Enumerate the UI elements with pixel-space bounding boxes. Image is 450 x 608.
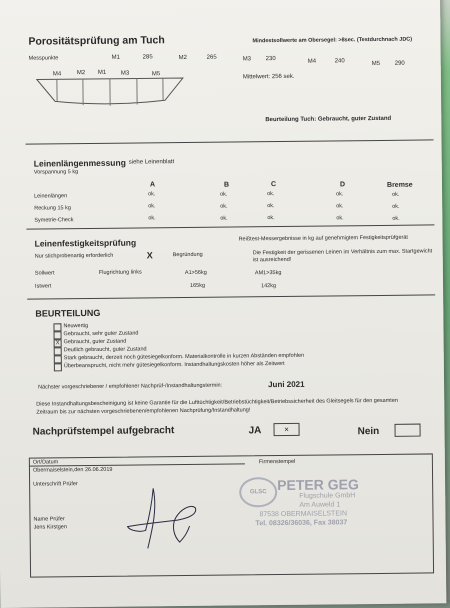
sollwert-label: Sollwert [35,270,55,276]
company-stamp [239,472,425,536]
diagram-label-m5: M5 [152,71,160,77]
divider [27,294,435,299]
table-cell: ok. [148,203,155,209]
begruendung-label: Begründung [173,252,203,258]
table-cell: ok. [148,215,155,221]
table-cell: ok. [336,191,343,197]
stamp-line4: Tel. 08326/36036, Fax 38037 [256,519,348,527]
col-a: A [150,181,155,188]
point-m2-value: 265 [207,55,217,61]
line-length-title: Leinenlängenmessung [34,158,126,169]
point-m3-value: 230 [266,56,276,62]
option-label: Deutlich gebraucht, guter Zustand [64,346,147,353]
nein-checkbox[interactable] [395,424,421,437]
table-cell: ok. [220,192,227,198]
stamp-line2: Am Auweld 1 [299,501,340,508]
porosity-title: Porositätsprüfung am Tuch [28,34,164,47]
ort-label: Ort/Datum [33,459,58,465]
begruendung-text: Die Festigkeit der gerissenen Leinen im Verhältnis zum max. Startgewicht ist ausreichend! [253,248,439,264]
col-d: D [340,181,345,188]
messpunkte-label: Messpunkte [29,55,59,61]
point-m5-value: 290 [395,61,405,67]
beurteilung-title: BEURTEILUNG [35,308,100,319]
next-date-value: Juni 2021 [268,380,305,389]
diagram-label-m2: M2 [77,70,85,76]
divider [26,139,434,144]
stamp-line3: 87538 OBERMAISELSTEIN [259,510,347,518]
diagram-label-m1: M1 [98,70,106,76]
table-cell: ok. [336,203,343,209]
stichprobe-mark: X [147,250,153,260]
ja-checkbox[interactable]: × [273,423,299,436]
sollwert-a: A1>56kg [185,270,207,276]
next-date-label: Nächster vorgeschriebener / empfohlener Nachprüf-/Instandhaltungstermin: [38,383,222,391]
strength-title: Leinenfestigkeitsprüfung [35,238,137,249]
ort-value: Obermaiselstein,den 26.06.2019 [33,467,113,474]
option-checkbox[interactable] [54,331,62,339]
mittelwert: Mittelwert: 256 sek. [243,74,295,81]
option-checkbox[interactable] [54,347,62,355]
option-checkbox[interactable] [54,363,62,371]
name-value: Jens Kirstgen [34,524,67,530]
stamp-brand: PETER GEG [277,476,359,493]
option-checkbox[interactable] [53,323,61,331]
istwert-label: Istwert [35,283,51,289]
disclaimer-line2: Zeitraum bis zur nächsten vorgeschriebenen/empfohlenen Nachprüfung/Instandhaltung! [36,407,250,415]
firmenstempel-label: Firmenstempel [259,459,295,465]
porosity-min-value: Mindestsollwerte am Obersegel: >8sec. (Testdurchnach JDC) [252,37,412,45]
option-label: Gebraucht, sehr guter Zustand [64,331,139,338]
ja-label: JA [249,425,262,436]
stichprobe-label: Nur stichprobenartig erforderlich [35,253,114,260]
diagram-label-m3: M3 [121,71,129,77]
table-cell: ok. [392,216,399,222]
point-m1-value: 285 [143,54,153,60]
sollwert-am: AM1>35kg [255,270,282,276]
stamp-line1: Flugschule GmbH [299,492,355,500]
option-label: Gebraucht, guter Zustand [64,339,127,346]
diagram-label-m4: M4 [53,71,61,77]
option-label: Überbeansprucht, nicht mehr gütesiegelkonform. Instandhaltungskosten höher als Zeitwert [64,361,285,369]
tuch-assessment: Beurteilung Tuch: Gebraucht, guter Zustand [265,116,391,123]
option-label: Stark gebraucht, derzeit noch gütesiegelkonform. Materialkontrolle in kurzen Abständen empfohlen [64,353,304,362]
disclaimer-line1: Diese Instandhaltungsbescheinigung ist keine Garantie für die Lufttüchtigkeit/Betriebstüchtigkeit/Betriebssicherheit des Gleitsegels für den gesamten [36,398,398,408]
point-m4-value: 240 [335,58,345,64]
point-m1-label: M1 [112,55,120,61]
table-cell: ok. [392,204,399,210]
row-label: Leinenlängen [34,193,67,199]
table-cell: ok. [220,204,227,210]
table-cell: ok. [392,192,399,198]
point-m3-label: M3 [243,56,251,62]
stempel-label: Nachprüfstempel aufgebracht [33,425,175,437]
stamp-logo: GLSC [239,477,277,507]
col-b: B [224,182,229,189]
row-label: Reckung 15 kg [34,205,71,211]
table-cell: ok. [336,215,343,221]
table-cell: ok. [148,191,155,197]
divider [26,224,434,229]
unterschrift-label: Unterschrift Prüfer [33,481,78,487]
row-label: Symetrie-Check [34,217,73,223]
vorspannung: Vorspannung 5 kg [34,169,78,175]
option-label: Neuwertig [63,323,88,329]
point-m4-label: M4 [308,59,316,65]
istwert-a: 165kg [190,283,205,289]
table-cell: ok. [267,203,274,209]
flugrichtung: Flugrichtung links [99,269,142,275]
table-cell: ok. [267,191,274,197]
line-length-subtitle: siehe Leinenblatt [129,159,174,165]
strength-note: Reißtest-Messergebnisse in kg auf genehmigtem Festigkeitsprüfgerät [239,235,408,243]
point-m2-label: M2 [179,55,187,61]
name-label: Name Prüfer [33,516,64,522]
col-bremse: Bremse [387,182,413,189]
option-checkbox[interactable] [54,355,62,363]
table-cell: ok. [267,215,274,221]
handwritten-signature [117,478,218,559]
col-c: C [271,181,276,188]
option-checkbox-checked[interactable]: X [54,339,62,347]
table-cell: ok. [220,216,227,222]
nein-label: Nein [358,426,380,437]
point-m5-label: M5 [372,61,380,67]
istwert-am: 142kg [261,283,276,289]
